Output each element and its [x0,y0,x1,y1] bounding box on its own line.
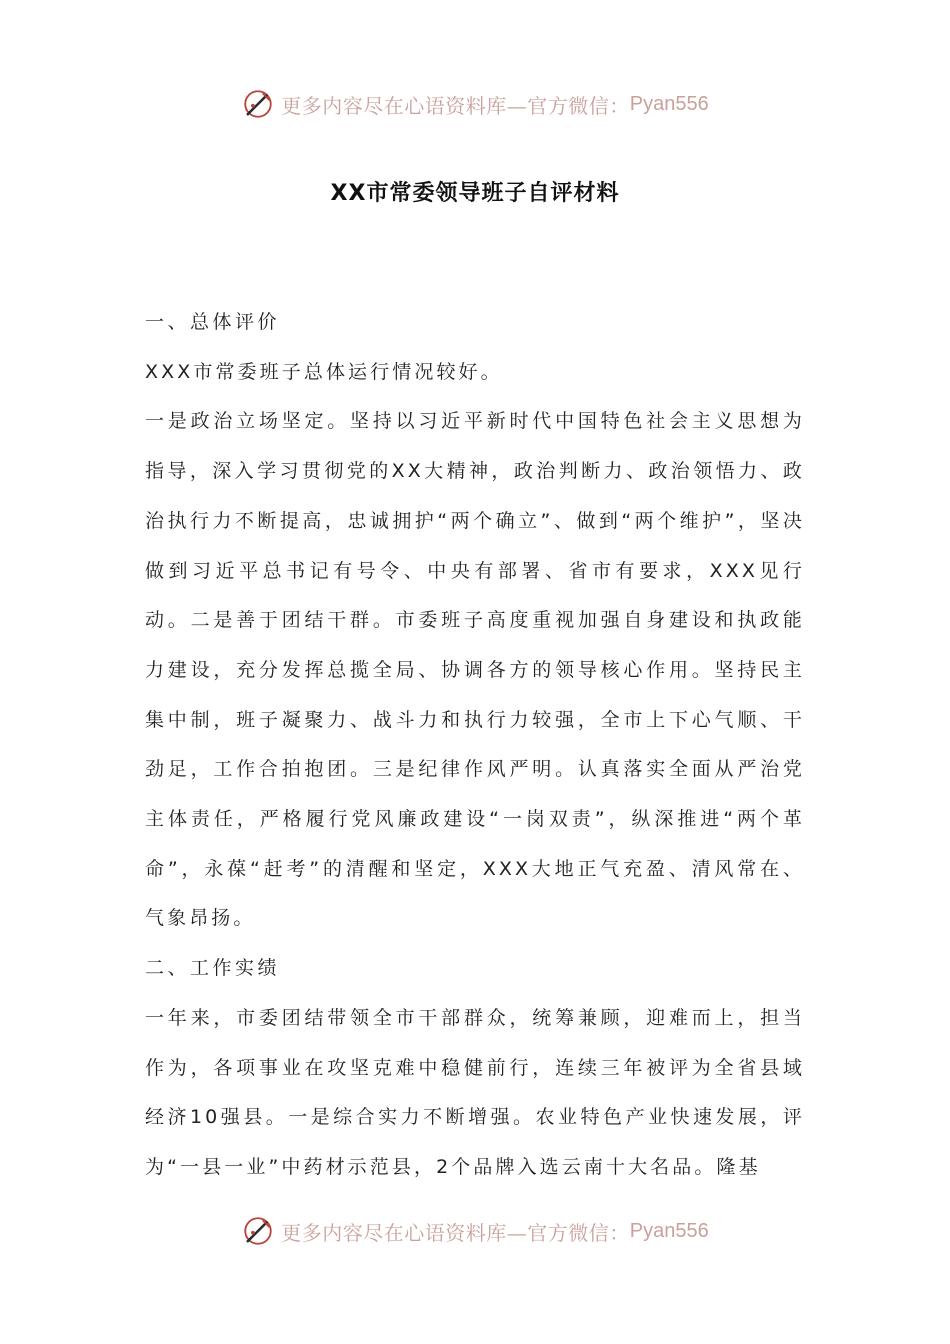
paragraph: 一是政治立场坚定。坚持以习近平新时代中国特色社会主义思想为指导，深入学习贯彻党的XX大精神，政治判断力、政治领悟力、政治执行力不断提高，忠诚拥护“两个确立”、做到“两个维护”，坚决做到习近平总书记有号令、中央有部署、省市有要求，XXX见行动。二是善于团结干群。市委班子高度重视加强自身建设和执政能力建设，充分发挥总揽全局、协调各方的领导核心作用。坚持民主集中制，班子凝聚力、战斗力和执行力较强，全市上下心气顺、干劲足，工作合拍抱团。三是纪律作风严明。认真落实全面从严治党主体责任，严格履行党风廉政建设“一岗双责”，纵深推进“两个革命”，永葆“赶考”的清醒和坚定，XXX大地正气充盈、清风常在、气象昂扬。 [145,410,805,930]
watermark-handle: Pyan556 [629,92,709,115]
watermark-banner-bottom [0,1211,950,1251]
watermark-handle: Pyan556 [629,1219,709,1242]
pen-logo-icon [241,1214,275,1248]
document-title: XX市常委领导班子自评材料 [330,181,620,206]
paragraph: 一年来，市委团结带领全市干部群众，统筹兼顾，迎难而上，担当作为，各项事业在攻坚克难中稳健前行，连续三年被评为全省县域经济10强县。一是综合实力不断增强。农业特色产业快速发展，评为“一县一业”中药材示范县，2个品牌入选云南十大名品。隆基 [145,1006,805,1178]
pen-logo-icon [241,87,275,121]
watermark-banner-top [0,84,950,124]
section-heading: 二、工作实绩 [145,957,281,980]
paragraph: XXX市常委班子总体运行情况较好。 [145,360,503,383]
watermark-text: 更多内容尽在心语资料库—官方微信： [281,1220,630,1245]
watermark-text: 更多内容尽在心语资料库—官方微信： [281,93,630,118]
section-heading: 一、总体评价 [145,311,281,333]
document-body [145,298,805,1193]
